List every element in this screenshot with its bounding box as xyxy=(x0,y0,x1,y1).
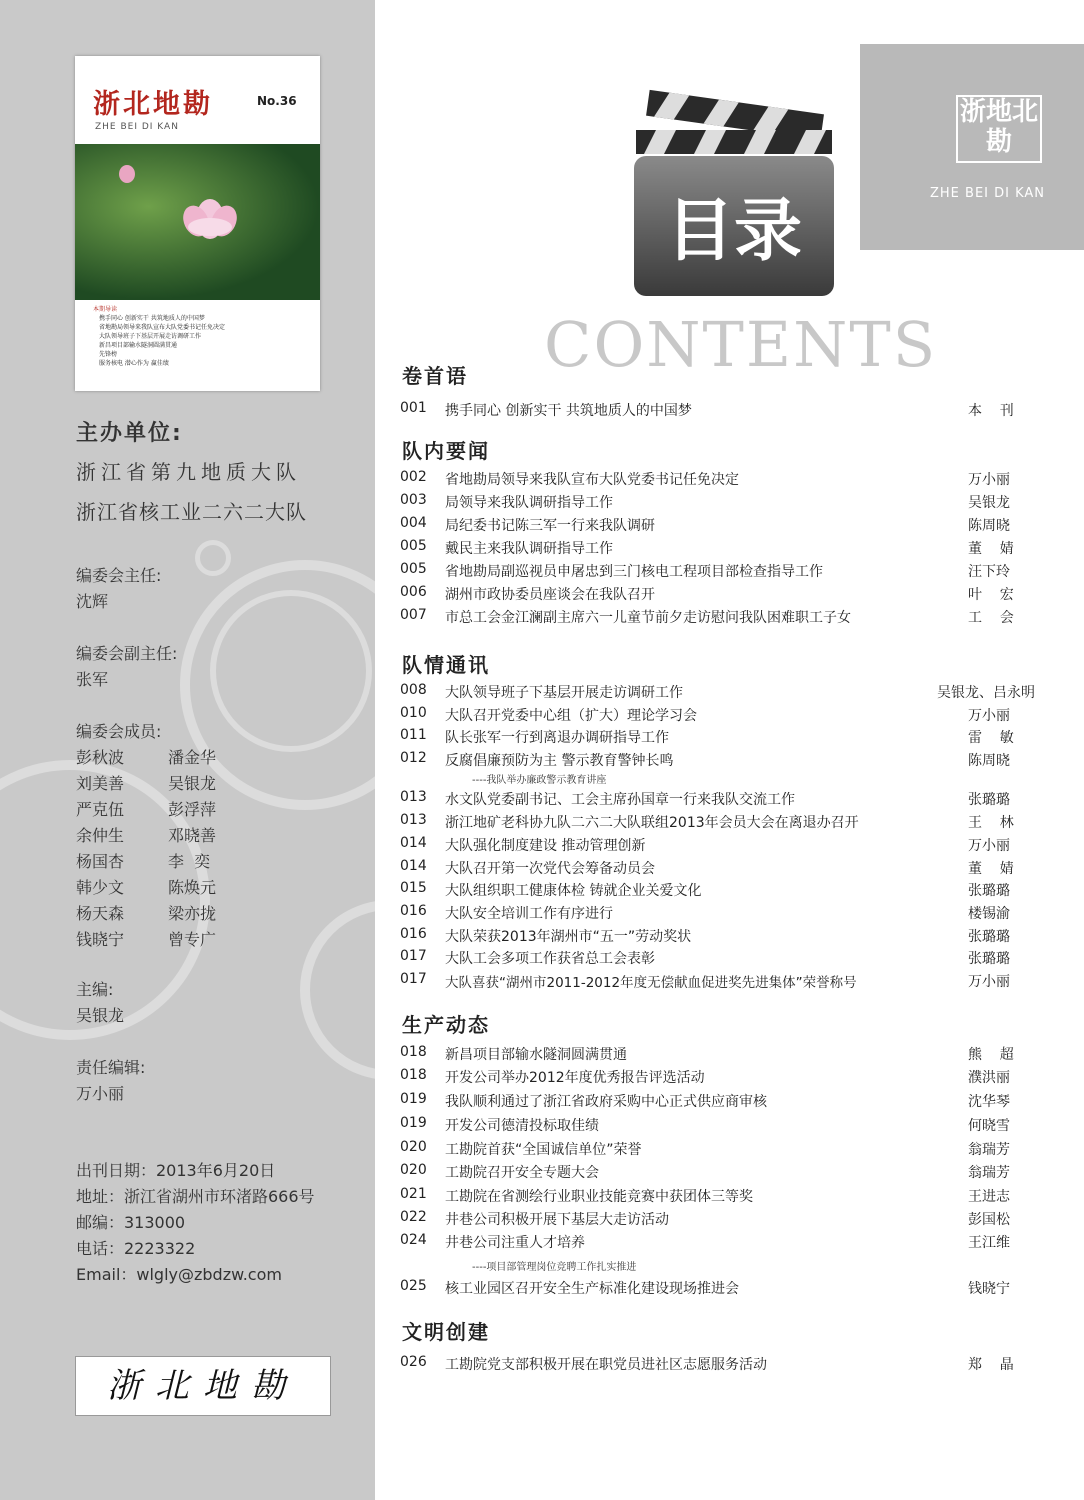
toc-row[interactable] xyxy=(400,948,1060,970)
toc-row[interactable] xyxy=(400,750,1060,772)
toc-row[interactable] xyxy=(400,682,1060,704)
section-title: 队内要闻 xyxy=(402,439,490,463)
toc-row[interactable] xyxy=(400,858,1060,880)
article-author: 王进志 xyxy=(968,1189,1010,1205)
article-author: 王 林 xyxy=(968,815,1014,831)
article-author: 工 会 xyxy=(968,610,1014,626)
toc-row[interactable] xyxy=(400,705,1060,727)
article-title: 大队喜获“湖州市2011-2012年度无偿献血促进奖先进集体”荣誉称号 xyxy=(445,975,857,991)
article-author: 陈周晓 xyxy=(968,518,1010,534)
article-title: 我队顺利通过了浙江省政府采购中心正式供应商审核 xyxy=(445,1094,767,1110)
article-author: 本 刊 xyxy=(968,403,1014,419)
article-author: 万小丽 xyxy=(968,708,1010,724)
article-title: 核工业园区召开安全生产标准化建设现场推进会 xyxy=(445,1281,739,1297)
cover-highlight: 先锋榜 xyxy=(99,351,118,358)
toc-row[interactable] xyxy=(400,1232,1060,1254)
page-number: 004 xyxy=(400,515,427,531)
members-label: 编委会成员: xyxy=(76,722,162,741)
article-author: 翁瑞芳 xyxy=(968,1142,1010,1158)
article-title: 工勘院党支部积极开展在职党员进社区志愿服务活动 xyxy=(445,1357,767,1373)
member-name: 韩少文 xyxy=(76,878,125,897)
article-title: 大队强化制度建设 推动管理创新 xyxy=(445,838,646,854)
member-name: 彭秋波 xyxy=(76,748,125,767)
toc-row[interactable] xyxy=(400,1044,1060,1066)
page-number: 014 xyxy=(400,835,427,851)
page-number: 025 xyxy=(400,1278,427,1294)
page-number: 018 xyxy=(400,1044,427,1060)
toc-row[interactable] xyxy=(400,584,1060,606)
section-title: 卷首语 xyxy=(402,364,468,388)
article-author: 翁瑞芳 xyxy=(968,1165,1010,1181)
page-number: 008 xyxy=(400,682,427,698)
section-title: 文明创建 xyxy=(402,1320,490,1344)
toc-row[interactable] xyxy=(400,1209,1060,1231)
page-number: 016 xyxy=(400,903,427,919)
page-number: 014 xyxy=(400,858,427,874)
director-name: 沈辉 xyxy=(76,592,109,611)
director-label: 编委会主任: xyxy=(76,566,162,585)
article-title: 局领导来我队调研指导工作 xyxy=(445,495,613,511)
article-author: 董 婧 xyxy=(968,861,1014,877)
article-subtitle: ----项目部管理岗位竞聘工作扎实推进 xyxy=(472,1262,637,1273)
page-number: 010 xyxy=(400,705,427,721)
article-author: 楼锡渝 xyxy=(968,906,1010,922)
toc-row[interactable] xyxy=(400,812,1060,834)
deputy-name: 张军 xyxy=(76,670,109,689)
member-name: 杨天森 xyxy=(76,904,125,923)
article-author: 董 婧 xyxy=(968,541,1014,557)
article-title: 大队召开第一次党代会筹备动员会 xyxy=(445,861,655,877)
member-name: 曾专广 xyxy=(168,930,217,949)
article-title: 大队工会多项工作获省总工会表彰 xyxy=(445,951,655,967)
page-number: 020 xyxy=(400,1162,427,1178)
article-title: 井巷公司注重人才培养 xyxy=(445,1235,585,1251)
member-name: 刘美善 xyxy=(76,774,125,793)
article-subtitle: ----我队举办廉政警示教育讲座 xyxy=(472,775,607,786)
toc-row[interactable] xyxy=(400,926,1060,948)
lotus-icon xyxy=(170,179,250,239)
page-number: 005 xyxy=(400,538,427,554)
toc-row[interactable] xyxy=(400,1278,1060,1300)
page-number: 019 xyxy=(400,1091,427,1107)
page-number: 022 xyxy=(400,1209,427,1225)
brand-pinyin: ZHE BEI DI KAN xyxy=(930,186,1046,201)
responsible-editor-label: 责任编辑: xyxy=(76,1058,146,1077)
page-number: 024 xyxy=(400,1232,427,1248)
article-title: 湖州市政协委员座谈会在我队召开 xyxy=(445,587,655,603)
member-name: 严克伍 xyxy=(76,800,125,819)
page-number: 003 xyxy=(400,492,427,508)
article-author: 沈华琴 xyxy=(968,1094,1010,1110)
article-author: 吴银龙 xyxy=(968,495,1010,511)
page-number: 007 xyxy=(400,607,427,623)
article-author: 万小丽 xyxy=(968,472,1010,488)
lotus-bud-icon xyxy=(115,164,139,184)
cover-highlight: 携手同心 创新实干 共筑地质人的中国梦 xyxy=(99,315,205,322)
toc-row[interactable] xyxy=(400,515,1060,537)
article-title: 大队领导班子下基层开展走访调研工作 xyxy=(445,685,683,701)
article-title: 新昌项目部输水隧洞圆满贯通 xyxy=(445,1047,627,1063)
brand-mark: 浙地北勘 xyxy=(956,95,1042,163)
article-title: 携手同心 创新实干 共筑地质人的中国梦 xyxy=(445,403,692,419)
article-author: 彭国松 xyxy=(968,1212,1010,1228)
toc-row[interactable] xyxy=(400,607,1060,629)
page-number: 019 xyxy=(400,1115,427,1131)
article-title: 省地勘局副巡视员申屠忠到三门核电工程项目部检查指导工作 xyxy=(445,564,823,580)
page-number: 018 xyxy=(400,1067,427,1083)
article-title: 开发公司举办2012年度优秀报告评选活动 xyxy=(445,1070,705,1086)
article-author: 张璐璐 xyxy=(968,883,1010,899)
page-number: 006 xyxy=(400,584,427,600)
member-name: 杨国杏 xyxy=(76,852,125,871)
article-title: 局纪委书记陈三军一行来我队调研 xyxy=(445,518,655,534)
section-title: 生产动态 xyxy=(402,1013,490,1037)
magazine-cover xyxy=(75,56,320,391)
cover-pinyin: ZHE BEI DI KAN xyxy=(95,122,179,132)
member-name: 彭浮萍 xyxy=(168,800,217,819)
article-title: 工勘院首获“全国诚信单位”荣誉 xyxy=(445,1142,642,1158)
toc-row[interactable] xyxy=(400,538,1060,560)
article-author: 万小丽 xyxy=(968,974,1010,990)
clapperboard-icon xyxy=(630,82,840,302)
article-title: 开发公司德清投标取佳绩 xyxy=(445,1118,599,1134)
toc-row[interactable] xyxy=(400,492,1060,514)
decorative-circle xyxy=(210,590,372,752)
article-title: 反腐倡廉预防为主 警示教育警钟长鸣 xyxy=(445,753,674,769)
cover-highlights-label: 本期导读 xyxy=(93,306,118,313)
cover-lotus-photo xyxy=(75,144,320,300)
cover-highlight: 省地勘局领导来我队宣布大队党委书记任免决定 xyxy=(99,324,226,331)
article-title: 工勘院在省测绘行业职业技能竞赛中获团体三等奖 xyxy=(445,1189,753,1205)
toc-row[interactable] xyxy=(400,971,1060,993)
page-number: 012 xyxy=(400,750,427,766)
toc-row[interactable] xyxy=(400,789,1060,811)
toc-row[interactable] xyxy=(400,1354,1060,1376)
toc-row[interactable] xyxy=(400,835,1060,857)
article-author: 叶 宏 xyxy=(968,587,1014,603)
article-title: 大队召开党委中心组（扩大）理论学习会 xyxy=(445,708,697,724)
article-author: 濮洪丽 xyxy=(968,1070,1010,1086)
article-title: 井巷公司积极开展下基层大走访活动 xyxy=(445,1212,669,1228)
member-name: 潘金华 xyxy=(168,748,217,767)
page-number: 017 xyxy=(400,948,427,964)
article-title: 大队组织职工健康体检 铸就企业关爱文化 xyxy=(445,883,702,899)
page-number: 021 xyxy=(400,1186,427,1202)
article-author: 张璐璐 xyxy=(968,951,1010,967)
article-title: 队长张军一行到离退办调研指导工作 xyxy=(445,730,669,746)
editor-label: 主编: xyxy=(76,980,114,999)
page-number: 001 xyxy=(400,400,427,416)
member-name: 梁亦拢 xyxy=(168,904,217,923)
toc-row[interactable] xyxy=(400,903,1060,925)
article-author: 陈周晓 xyxy=(968,753,1010,769)
cover-issue-number: No.36 xyxy=(257,94,297,108)
article-title: 戴民主来我队调研指导工作 xyxy=(445,541,613,557)
article-author: 汪下玲 xyxy=(968,564,1010,580)
article-title: 大队安全培训工作有序进行 xyxy=(445,906,613,922)
cover-title: 浙北地勘 xyxy=(93,89,213,120)
cover-highlights xyxy=(99,314,225,368)
postcode: 邮编：313000 xyxy=(76,1213,186,1232)
page-number: 005 xyxy=(400,561,427,577)
cover-highlight: 新昌项目部输水隧洞圆满贯通 xyxy=(99,342,178,349)
email: Email：wlgly@zbdzw.com xyxy=(76,1265,282,1284)
page-number: 013 xyxy=(400,789,427,805)
page-number: 015 xyxy=(400,880,427,896)
article-author: 钱晓宁 xyxy=(968,1281,1010,1297)
member-name: 陈焕元 xyxy=(168,878,217,897)
article-author: 王江维 xyxy=(968,1235,1010,1251)
toc-row[interactable] xyxy=(400,1162,1060,1184)
article-title: 水文队党委副书记、工会主席孙国章一行来我队交流工作 xyxy=(445,792,795,808)
toc-row[interactable] xyxy=(400,1186,1060,1208)
toc-row[interactable] xyxy=(400,469,1060,491)
member-name: 李 奕 xyxy=(168,852,211,871)
article-title: 浙江地矿老科协九队二六二大队联组2013年会员大会在离退办召开 xyxy=(445,815,859,831)
article-title: 工勘院召开安全专题大会 xyxy=(445,1165,599,1181)
toc-row[interactable] xyxy=(400,880,1060,902)
toc-row[interactable] xyxy=(400,1091,1060,1113)
host-unit: 浙江省第九地质大队 xyxy=(76,460,301,484)
article-author: 万小丽 xyxy=(968,838,1010,854)
phone: 电话：2223322 xyxy=(76,1239,196,1258)
toc-row[interactable] xyxy=(400,400,1060,422)
address: 地址：浙江省湖州市环渚路666号 xyxy=(76,1187,315,1206)
article-title: 省地勘局领导来我队宣布大队党委书记任免决定 xyxy=(445,472,739,488)
article-author: 雷 敏 xyxy=(968,730,1014,746)
page-number: 020 xyxy=(400,1139,427,1155)
section-title: 队情通讯 xyxy=(402,653,490,677)
toc-row[interactable] xyxy=(400,1115,1060,1137)
page-number: 013 xyxy=(400,812,427,828)
article-author: 郑 晶 xyxy=(968,1357,1014,1373)
page-number: 011 xyxy=(400,727,427,743)
article-title: 大队荣获2013年湖州市“五一”劳动奖状 xyxy=(445,929,692,945)
editor-name: 吴银龙 xyxy=(76,1006,125,1025)
article-title: 市总工会金江澜副主席六一儿童节前夕走访慰问我队困难职工子女 xyxy=(445,610,851,626)
member-name: 钱晓宁 xyxy=(76,930,125,949)
sidebar xyxy=(0,0,375,1500)
responsible-editor-name: 万小丽 xyxy=(76,1084,125,1103)
toc-row[interactable] xyxy=(400,1067,1060,1089)
decorative-circle xyxy=(300,900,375,1080)
page-number: 002 xyxy=(400,469,427,485)
article-author: 熊 超 xyxy=(968,1047,1014,1063)
toc-row[interactable] xyxy=(400,1139,1060,1161)
publish-date: 出刊日期：2013年6月20日 xyxy=(76,1161,276,1180)
mulu-heading: 目录 xyxy=(665,192,803,271)
article-author: 吴银龙、吕永明 xyxy=(937,685,1035,701)
page-number: 026 xyxy=(400,1354,427,1370)
toc-row[interactable] xyxy=(400,727,1060,749)
article-author: 张璐璐 xyxy=(968,929,1010,945)
decorative-circle xyxy=(195,540,231,576)
contents-heading: CONTENTS xyxy=(544,308,938,381)
host-unit: 浙江省核工业二六二大队 xyxy=(76,500,307,524)
host-label: 主办单位: xyxy=(76,421,183,446)
page-number: 016 xyxy=(400,926,427,942)
brand-logo-box xyxy=(860,44,1084,250)
page-number: 017 xyxy=(400,971,427,987)
deputy-label: 编委会副主任: xyxy=(76,644,178,663)
cover-highlight: 服务核电 潜心作为 赢佳绩 xyxy=(99,360,169,367)
article-author: 何晓雪 xyxy=(968,1118,1010,1134)
member-name: 吴银龙 xyxy=(168,774,217,793)
toc-row[interactable] xyxy=(400,561,1060,583)
cover-highlight: 大队领导班子下基层开展走访调研工作 xyxy=(99,333,202,340)
member-name: 余仲生 xyxy=(76,826,125,845)
article-author: 张璐璐 xyxy=(968,792,1010,808)
member-name: 邓晓善 xyxy=(168,826,217,845)
calligraphy-logo: 浙北地勘 xyxy=(75,1356,331,1416)
